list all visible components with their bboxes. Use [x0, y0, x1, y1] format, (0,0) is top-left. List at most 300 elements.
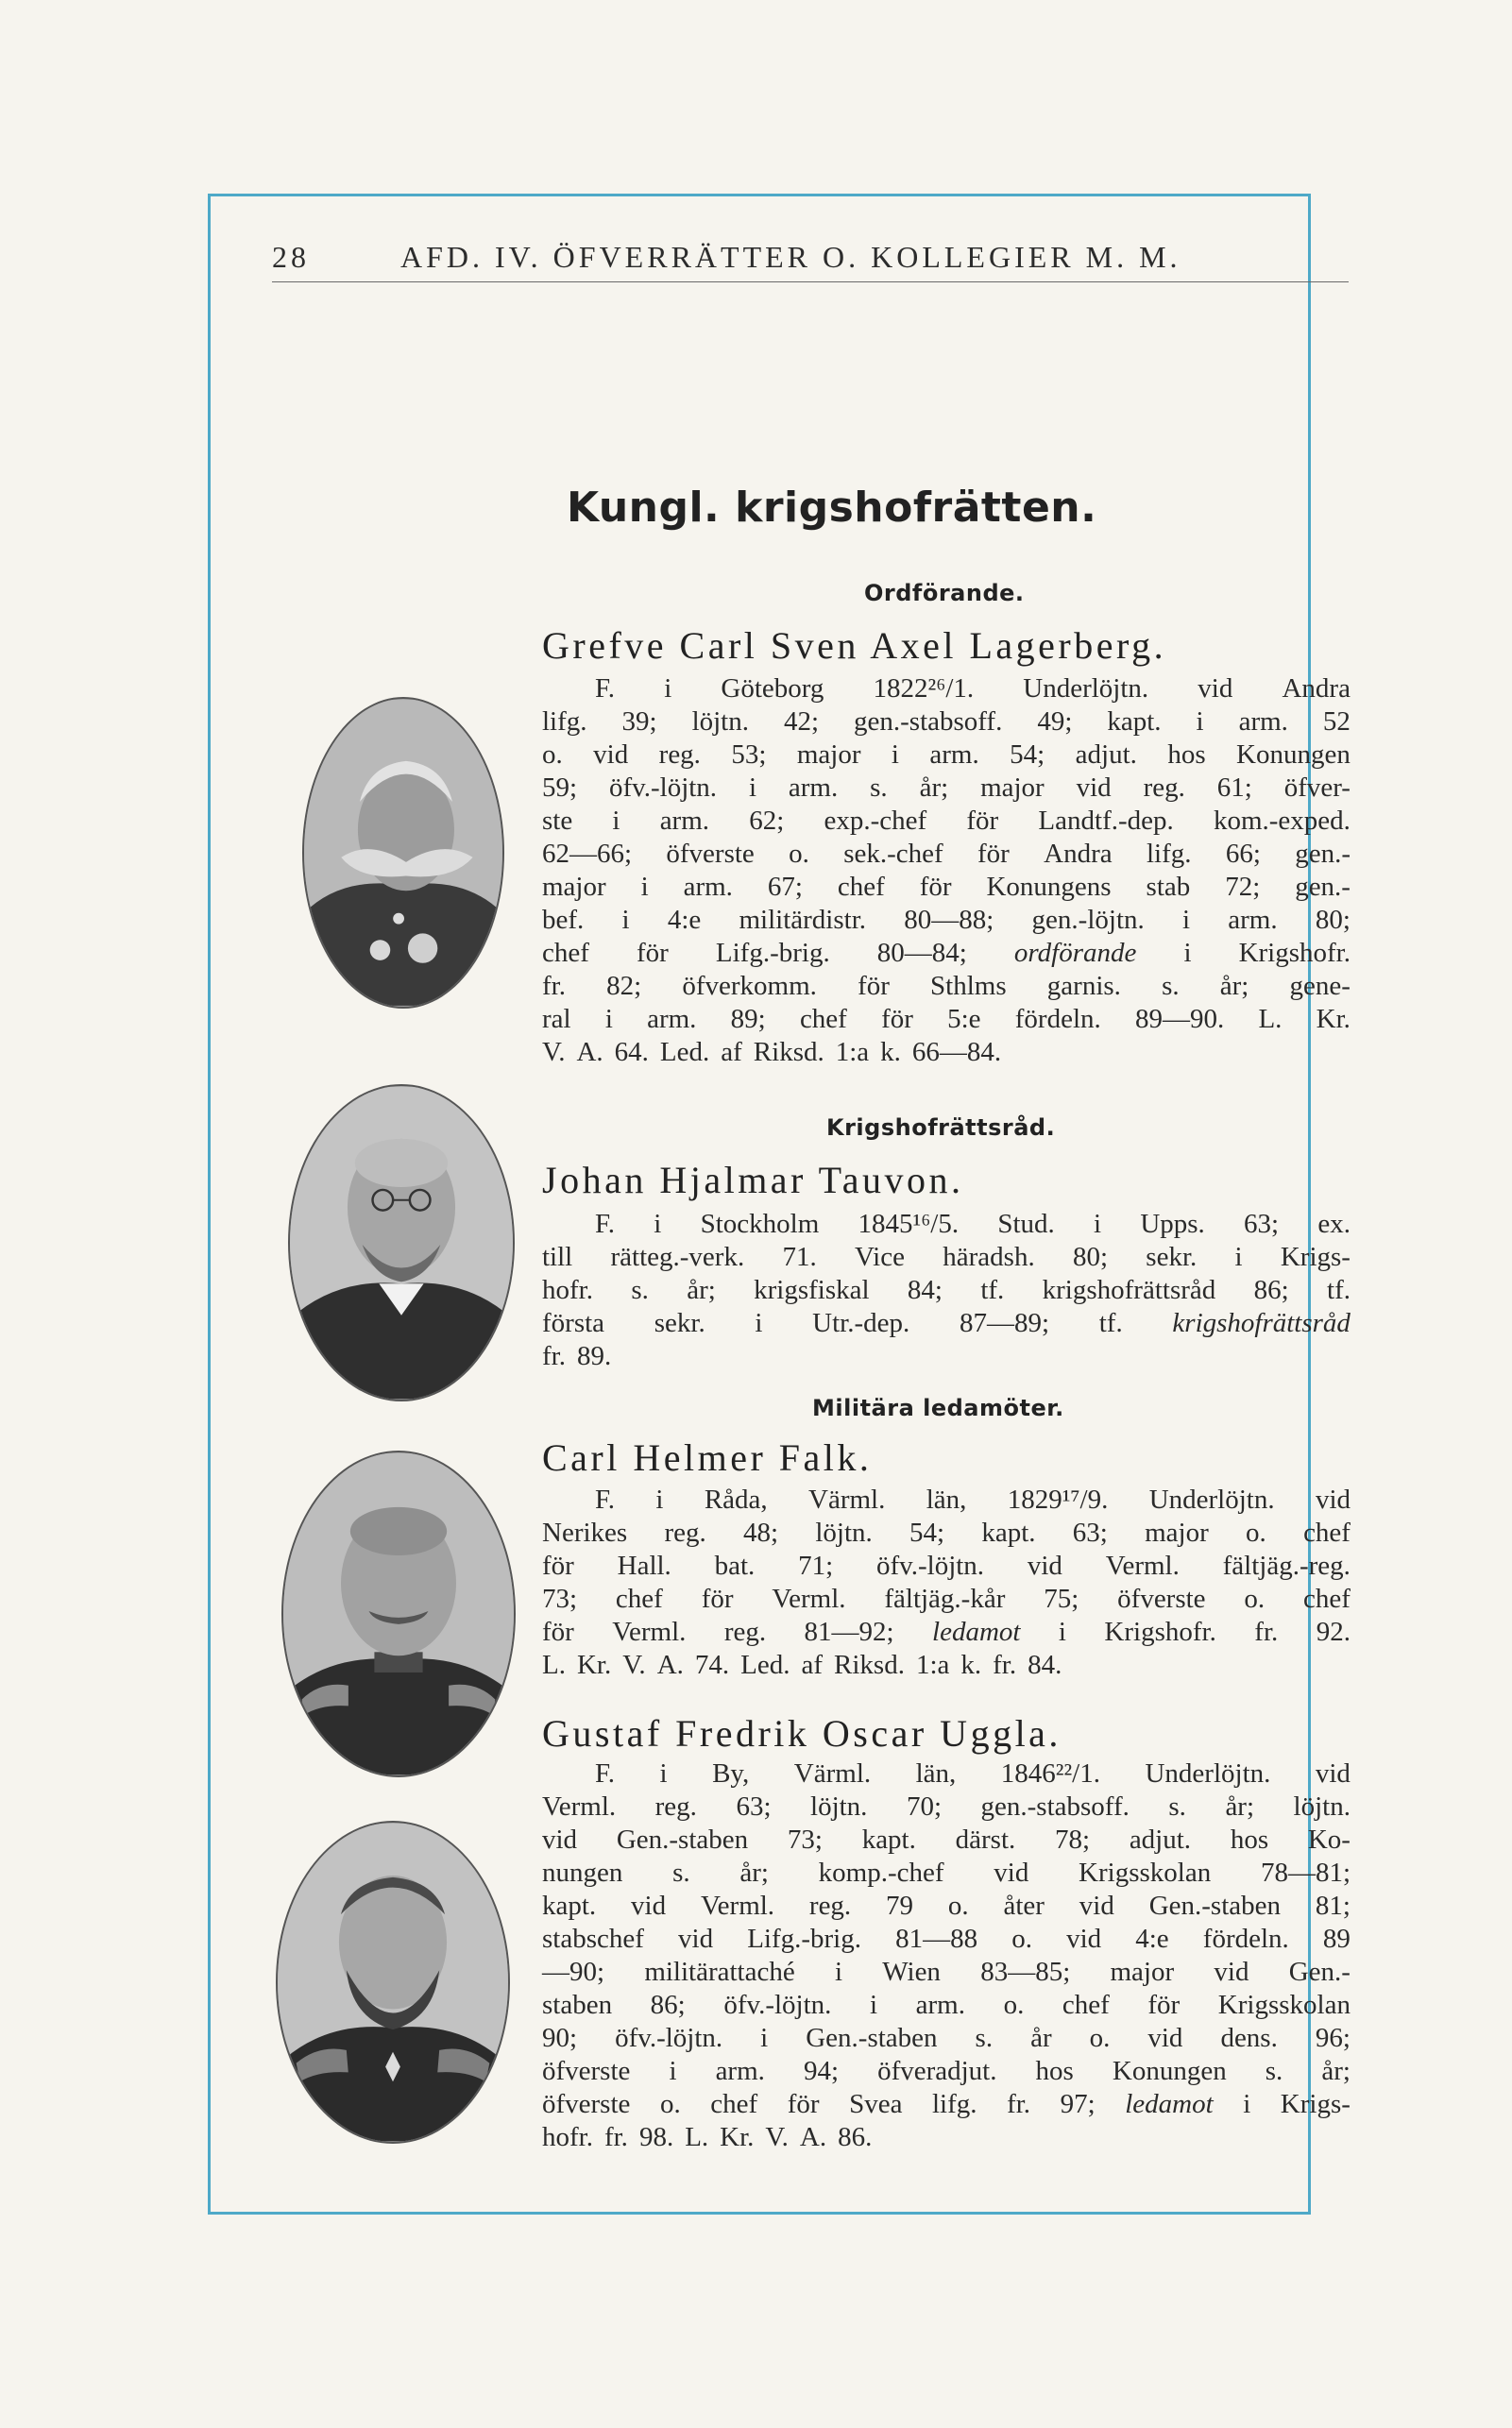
bio-word: A.: [799, 2122, 827, 2152]
bio-word: vid: [1214, 1957, 1249, 1987]
bio-word: 62—66;: [542, 839, 633, 869]
bio-word: öfverste: [542, 2089, 631, 2119]
bio-word: ral: [542, 1004, 571, 1034]
portrait-tauvon: [288, 1084, 515, 1401]
bio-word: län,: [915, 1758, 957, 1789]
bio-word: i: [1196, 706, 1204, 737]
bio-word: L.: [1258, 1004, 1283, 1034]
bio-word: vid: [1147, 2023, 1183, 2053]
bio-line: [542, 1517, 1351, 1550]
bio-word: tf.: [1327, 1275, 1351, 1305]
bio-word: k.: [880, 1037, 901, 1067]
bio-word: år;: [919, 773, 949, 803]
bio-word: för: [919, 872, 952, 902]
bio-word: i: [760, 2023, 769, 2053]
bio-word: 74.: [694, 1650, 730, 1680]
bio-word: reg.: [664, 1518, 706, 1548]
bio-word: staben: [542, 1990, 613, 2020]
bio-word: kapt.: [861, 1825, 916, 1855]
bio-word: Gen.-staben: [616, 1825, 749, 1855]
bio-line: [542, 1484, 1351, 1517]
bio-word: By,: [712, 1758, 750, 1789]
bio-line: [542, 1003, 1351, 1036]
bio-word: öfverkomm.: [682, 971, 817, 1001]
bio-word: Underlöjtn.: [1145, 1758, 1271, 1789]
bio-line: [542, 1274, 1351, 1307]
page-number: 28: [272, 240, 310, 274]
person-name-tauvon: Johan Hjalmar Tauvon.: [542, 1159, 964, 1201]
bio-line: [542, 838, 1351, 871]
bio-word: 54;: [1010, 739, 1045, 770]
bio-word: 82;: [606, 971, 642, 1001]
bio-word: i: [1183, 938, 1192, 968]
person-name-falk: Carl Helmer Falk.: [542, 1436, 873, 1479]
bio-word: Krigs-: [1280, 1242, 1351, 1272]
bio-line: [542, 1340, 1351, 1373]
bio-word: i: [654, 1209, 662, 1239]
bio-line: [542, 1890, 1351, 1923]
bio-word: 63;: [736, 1791, 772, 1822]
bio-word: rätteg.-verk.: [610, 1242, 745, 1272]
bio-word: af: [721, 1037, 742, 1067]
bio-word: Konungen: [1236, 739, 1351, 770]
bio-word: 75;: [1044, 1584, 1079, 1614]
bio-word: 4:e: [1135, 1924, 1169, 1954]
bio-word: 80—88;: [904, 905, 994, 935]
bio-line: [542, 2022, 1351, 2055]
bio-word: chef: [1303, 1518, 1351, 1548]
bio-line: [542, 1857, 1351, 1890]
bio-word: kapt.: [1107, 706, 1162, 737]
bio-word: vid: [1066, 1924, 1102, 1954]
bio-word: 81—88: [895, 1924, 978, 1954]
portrait-photo-icon: [283, 1452, 514, 1775]
bio-line: [542, 805, 1351, 838]
bio-word: 1:a: [835, 1037, 870, 1067]
bio-line: [542, 937, 1351, 970]
bio-word: chef: [837, 872, 885, 902]
bio-word: Konungen: [1112, 2056, 1227, 2086]
person-name-uggla: Gustaf Fredrik Oscar Uggla.: [542, 1712, 1062, 1755]
bio-word: A.: [576, 1037, 603, 1067]
bio-line: [542, 904, 1351, 937]
bio-word: V.: [542, 1037, 566, 1067]
bio-word: ex.: [1317, 1209, 1351, 1239]
bio-word: gen.-stabsoff.: [854, 706, 1003, 737]
bio-line: [542, 1649, 1351, 1682]
bio-line: [542, 1616, 1351, 1649]
running-head: [272, 240, 1349, 283]
bio-word: 1822²⁶/1.: [873, 673, 975, 704]
bio-word: för: [542, 1551, 574, 1581]
bio-word: nungen: [542, 1858, 623, 1888]
bio-word: hos: [1167, 739, 1206, 770]
bio-word: för: [977, 839, 1010, 869]
person-name-lagerberg: Grefve Carl Sven Axel Lagerberg.: [542, 624, 1167, 667]
bio-word: 84;: [907, 1275, 943, 1305]
bio-word: gen.-: [1295, 839, 1351, 869]
bio-line: [542, 1208, 1351, 1241]
header-rule: [272, 281, 1349, 282]
bio-word: Verml.: [1105, 1551, 1180, 1581]
bio-word: 48;: [743, 1518, 779, 1548]
bio-line: [542, 871, 1351, 904]
bio-word: arm.: [1228, 905, 1278, 935]
bio-word: s.: [631, 1275, 649, 1305]
bio-word: vid: [1198, 673, 1233, 704]
bio-word: Råda,: [704, 1485, 768, 1515]
bio-word: Andra: [1044, 839, 1113, 869]
bio-word: krigshofrättsråd: [1042, 1275, 1216, 1305]
bio-word: chef: [542, 938, 589, 968]
bio-line: [542, 705, 1351, 739]
bio-line: [542, 1036, 1351, 1069]
bio-word: 78—81;: [1260, 1858, 1351, 1888]
bio-word: o.: [1003, 1990, 1025, 2020]
bio-word: kapt.: [542, 1891, 597, 1921]
bio-word: för: [701, 1584, 734, 1614]
bio-word: för: [542, 1617, 574, 1647]
bio-word: arm.: [788, 773, 839, 803]
bio-line: [542, 672, 1351, 705]
bio-word: år;: [1219, 971, 1249, 1001]
bio-word: major: [1110, 1957, 1175, 1987]
bio-word: 1:a: [915, 1650, 950, 1680]
bio-word: major: [796, 739, 861, 770]
bio-word: 67;: [767, 872, 803, 902]
bio-word: Sthlms: [930, 971, 1007, 1001]
bio-word: major: [1145, 1518, 1209, 1548]
bio-word: reg.: [808, 1891, 852, 1921]
bio-word: 66—84.: [911, 1037, 1002, 1067]
bio-word: Stockholm: [700, 1209, 820, 1239]
bio-word: arm.: [647, 1004, 697, 1034]
bio-word: 64.: [614, 1037, 649, 1067]
bio-word: fr.: [1254, 1617, 1279, 1647]
bio-word: öfv.-löjtn.: [615, 2023, 723, 2053]
bio-word: i: [669, 2056, 677, 2086]
bio-word: Värml.: [808, 1485, 886, 1515]
bio-word: i: [655, 1485, 664, 1515]
bio-word: gen.-: [1295, 872, 1351, 902]
bio-word: Gen.-staben: [1148, 1891, 1281, 1921]
bio-word: 1829¹⁷/9.: [1007, 1485, 1109, 1515]
bio-word: militärattaché: [644, 1957, 795, 1987]
bio-word: öfverste: [542, 2056, 631, 2086]
bio-word: reg.: [723, 1617, 767, 1647]
bio-word: reg.: [1143, 773, 1185, 803]
bio-word: 66;: [1225, 839, 1261, 869]
bio-word: fördeln.: [1202, 1924, 1289, 1954]
bio-word: lifg.: [542, 706, 587, 737]
bio-word-italic: ledamot: [1125, 2089, 1214, 2119]
bio-word: vid: [542, 1825, 578, 1855]
bio-line: [542, 1956, 1351, 1989]
bio-word: o.: [542, 739, 563, 770]
bio-word: o.: [1246, 1518, 1266, 1548]
bio-word: Stud.: [997, 1209, 1055, 1239]
bio-word: garnis.: [1046, 971, 1121, 1001]
bio-word: vid: [1315, 1758, 1351, 1789]
bio-word: F.: [595, 1758, 616, 1789]
bio-word: Utr.-dep.: [812, 1308, 910, 1338]
bio-word: i: [664, 673, 672, 704]
bio-word: vid: [1076, 773, 1112, 803]
bio-word: o.: [1011, 1924, 1032, 1954]
bio-word-italic: krigshofrättsråd: [1172, 1308, 1351, 1338]
bio-word: tf.: [1098, 1308, 1123, 1338]
bio-word: öfv.-löjtn.: [875, 1551, 985, 1581]
bio-word: år;: [1321, 2056, 1351, 2086]
bio-word: häradsh.: [943, 1242, 1035, 1272]
bio-word: hos: [1035, 2056, 1074, 2086]
bio-word: arm.: [1238, 706, 1288, 737]
bio-word: löjtn.: [810, 1791, 868, 1822]
bio-word: s.: [1265, 2056, 1283, 2086]
bio-word: län,: [926, 1485, 967, 1515]
bio-word: Gen.-staben: [806, 2023, 938, 2053]
bio-word: arm.: [929, 739, 979, 770]
bio-line: [542, 1757, 1351, 1791]
bio-word: chef: [799, 1004, 847, 1034]
bio-word: stab: [1146, 872, 1191, 902]
bio-line: [542, 1307, 1351, 1340]
bio-word: i: [870, 1990, 878, 2020]
bio-word: fr.: [1007, 2089, 1031, 2119]
bio-word: till: [542, 1242, 573, 1272]
bio-word: sekr.: [654, 1308, 705, 1338]
bio-lagerberg: [542, 672, 1351, 1069]
bio-word: arm.: [915, 1990, 965, 2020]
bio-word: hofr.: [542, 1275, 593, 1305]
bio-word: i: [621, 905, 630, 935]
bio-word: öfv.-löjtn.: [723, 1990, 832, 2020]
bio-word: 79: [886, 1891, 914, 1921]
portrait-uggla: [276, 1821, 510, 2144]
bio-word: år;: [687, 1275, 716, 1305]
bio-word: 62;: [749, 806, 785, 836]
bio-word: 1845¹⁶/5.: [858, 1209, 960, 1239]
bio-word: år: [1030, 2023, 1052, 2053]
section-heading-chairman: Ordförande.: [864, 580, 1025, 606]
bio-line: [542, 2088, 1351, 2121]
bio-line: [542, 1923, 1351, 1956]
bio-line: [542, 1824, 1351, 1857]
bio-word: Riksd.: [834, 1650, 905, 1680]
bio-word: fr.: [993, 1650, 1017, 1680]
bio-word: 80;: [1072, 1242, 1109, 1272]
bio-word: i: [1234, 1242, 1243, 1272]
bio-word: öfv.-löjtn.: [608, 773, 718, 803]
bio-word: 83—85;: [980, 1957, 1071, 1987]
bio-word: åter: [1003, 1891, 1045, 1921]
page-title: Kungl. krigshofrätten.: [567, 484, 1097, 532]
bio-word: 84.: [1028, 1650, 1062, 1680]
bio-word: o.: [789, 839, 809, 869]
bio-word: Verml.: [772, 1584, 846, 1614]
bio-word: fältjäg.-kår: [884, 1584, 1006, 1614]
bio-word: s.: [1168, 1791, 1186, 1822]
bio-word: reg.: [658, 739, 701, 770]
bio-word: Kr.: [576, 1650, 612, 1680]
bio-word: ste: [542, 806, 573, 836]
bio-word: vid: [1027, 1551, 1062, 1581]
bio-word: 89—90.: [1134, 1004, 1225, 1034]
bio-word: Ko-: [1307, 1825, 1351, 1855]
bio-word: löjtn.: [1293, 1791, 1351, 1822]
bio-line: [542, 2055, 1351, 2088]
bio-word: Lifg.-brig.: [747, 1924, 861, 1954]
bio-word: Kr.: [1316, 1004, 1351, 1034]
bio-word: 92.: [1316, 1617, 1351, 1647]
bio-word: s.: [975, 2023, 994, 2053]
bio-word: sek.-chef: [843, 839, 943, 869]
bio-word: gen.-stabsoff.: [980, 1791, 1130, 1822]
bio-word: 80—84;: [876, 938, 967, 968]
bio-word: 86;: [650, 1990, 686, 2020]
bio-word: år;: [739, 1858, 769, 1888]
bio-word: öfver-: [1283, 773, 1351, 803]
bio-word: 96;: [1315, 2023, 1351, 2053]
bio-word: 42;: [783, 706, 820, 737]
bio-word: arm.: [683, 872, 733, 902]
bio-word: arm.: [659, 806, 710, 836]
bio-word: o.: [947, 1891, 969, 1921]
bio-word: 89.: [576, 1341, 612, 1371]
bio-word: i: [659, 1758, 668, 1789]
bio-word: 78;: [1055, 1825, 1091, 1855]
bio-word: 49;: [1037, 706, 1073, 737]
bio-word: öfveradjut.: [877, 2056, 997, 2086]
bio-word: V.: [622, 1650, 646, 1680]
bio-word: Värml.: [793, 1758, 872, 1789]
bio-word: F.: [595, 1209, 616, 1239]
bio-word: 53;: [731, 739, 767, 770]
bio-word: L.: [685, 2122, 709, 2152]
bio-word: 59;: [542, 773, 578, 803]
bio-word: chef: [1303, 1584, 1351, 1614]
bio-word: 1846²²/1.: [1000, 1758, 1100, 1789]
bio-word: adjut.: [1075, 739, 1137, 770]
bio-word: i: [891, 739, 899, 770]
bio-line: [542, 739, 1351, 772]
bio-word: tf.: [980, 1275, 1005, 1305]
bio-word: i: [1243, 2089, 1251, 2119]
bio-word: L.: [542, 1650, 566, 1680]
section-heading-court-council: Krigshofrättsråd.: [826, 1114, 1056, 1141]
bio-word: 5:e: [947, 1004, 981, 1034]
bio-word: i: [1181, 905, 1191, 935]
bio-word: för: [966, 806, 999, 836]
bio-word: 80;: [1315, 905, 1351, 935]
bio-word: vid: [678, 1924, 714, 1954]
bio-word: löjtn.: [815, 1518, 873, 1548]
bio-line: [542, 1791, 1351, 1824]
bio-word: kapt.: [981, 1518, 1036, 1548]
bio-line: [542, 772, 1351, 805]
bio-word: chef: [710, 2089, 758, 2119]
bio-word: vid: [994, 1858, 1029, 1888]
bio-word: Krigs-: [1280, 2089, 1351, 2119]
bio-word: 87—89;: [959, 1308, 1050, 1338]
bio-word: sekr.: [1146, 1242, 1198, 1272]
bio-word: komp.-chef: [818, 1858, 944, 1888]
bio-word: Upps.: [1140, 1209, 1205, 1239]
bio-word: i: [834, 1957, 843, 1987]
bio-word: reg.: [654, 1791, 697, 1822]
bio-word: fr.: [603, 2122, 628, 2152]
bio-word: kom.-exped.: [1213, 806, 1351, 836]
bio-word: 81—92;: [804, 1617, 894, 1647]
bio-word: Underlöjtn.: [1023, 673, 1149, 704]
bio-word: 73;: [542, 1584, 578, 1614]
bio-line: [542, 1550, 1351, 1583]
bio-word: hofr.: [542, 2122, 593, 2152]
bio-word: k.: [960, 1650, 982, 1680]
bio-word: Verml.: [612, 1617, 687, 1647]
bio-word: i: [1058, 1617, 1066, 1647]
bio-word: stabschef: [542, 1924, 644, 1954]
bio-word: löjtn.: [691, 706, 749, 737]
bio-falk: [542, 1484, 1351, 1682]
bio-word: 71;: [798, 1551, 834, 1581]
bio-word: s.: [1162, 971, 1180, 1001]
bio-word: Hall.: [617, 1551, 671, 1581]
bio-word: 39;: [621, 706, 657, 737]
bio-word: 86.: [838, 2122, 873, 2152]
bio-word: 97;: [1060, 2089, 1096, 2119]
bio-word: A.: [656, 1650, 684, 1680]
bio-word: Vice: [854, 1242, 905, 1272]
bio-word: Kr.: [720, 2122, 755, 2152]
bio-word: vid: [1079, 1891, 1114, 1921]
bio-word: fr.: [542, 1341, 566, 1371]
bio-word: för: [858, 971, 890, 1001]
bio-word: vid: [593, 739, 629, 770]
bio-word-italic: ledamot: [932, 1617, 1021, 1647]
bio-word: fördeln.: [1014, 1004, 1101, 1034]
bio-word: Svea: [849, 2089, 903, 2119]
bio-word: lifg.: [1146, 839, 1192, 869]
bio-word: V.: [765, 2122, 789, 2152]
bio-word: öfverste: [1117, 1584, 1206, 1614]
bio-word: Riksd.: [753, 1037, 824, 1067]
bio-word: major: [542, 872, 606, 902]
bio-word: öfverste: [666, 839, 755, 869]
bio-word: Led.: [659, 1037, 710, 1067]
bio-tauvon: [542, 1208, 1351, 1373]
bio-word: i: [640, 872, 649, 902]
bio-word: Led.: [740, 1650, 790, 1680]
bio-line: [542, 970, 1351, 1003]
portrait-lagerberg: [302, 697, 504, 1009]
bio-word: 52: [1322, 706, 1351, 737]
bio-word: Krigsskolan: [1079, 1858, 1212, 1888]
bio-word: 4:e: [667, 905, 702, 935]
bio-word: Gen.-: [1288, 1957, 1351, 1987]
bio-word: Verml.: [700, 1891, 775, 1921]
bio-word: i: [748, 773, 757, 803]
bio-word: 94;: [803, 2056, 840, 2086]
bio-word: 89: [1322, 1924, 1351, 1954]
bio-word: chef: [615, 1584, 663, 1614]
bio-word: hos: [1230, 1825, 1269, 1855]
bio-word: Krigshofr.: [1238, 938, 1351, 968]
bio-word: gene-: [1289, 971, 1351, 1001]
bio-word: exp.-chef: [824, 806, 927, 836]
bio-word-italic: ordförande: [1013, 938, 1137, 968]
bio-word: för: [881, 1004, 913, 1034]
